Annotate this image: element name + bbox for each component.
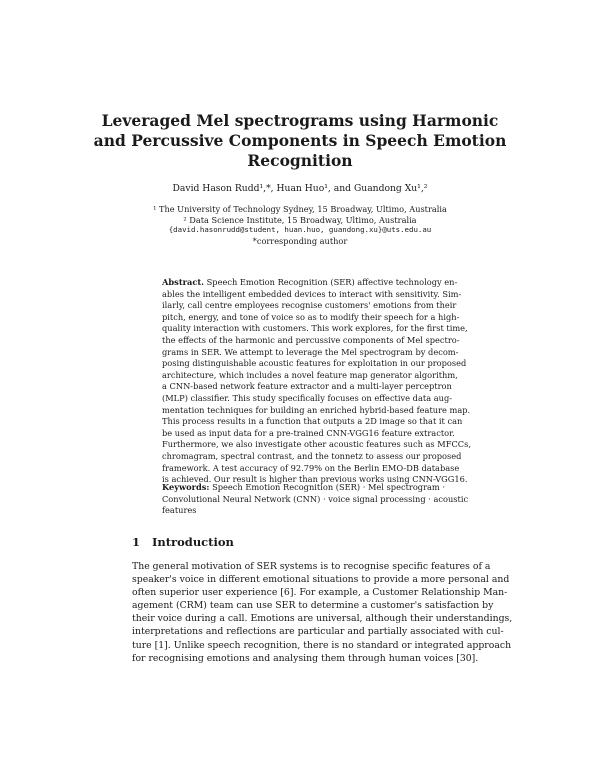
abstract-line: mentation techniques for building an enriched hybrid-based feature map. [162, 404, 471, 415]
author-emails: {david.hasonrudd@student, huan.huo, guandong.xu}@uts.edu.au [168, 225, 432, 234]
abstract-line: be used as input data for a pre-trained CNN-VGG16 feature extractor. [162, 427, 455, 438]
affiliation-line: ¹ The University of Technology Sydney, 15 Broadway, Ultimo, Australia [153, 204, 447, 214]
abstract-line: chromagram, spectral contrast, and the tonnetz to assess our proposed [162, 450, 462, 461]
abstract-line: ables the intelligent embedded devices to interact with sensitivity. Sim- [162, 288, 462, 299]
abstract-line: posing distinguishable acoustic features for exploitation in our proposed [162, 358, 467, 369]
abstract-line: This process results in a function that outputs a 2D image so that it can [162, 416, 463, 427]
corresponding-note: *corresponding author [252, 235, 348, 246]
affiliation-line: ² Data Science Institute, 15 Broadway, Ultimo, Australia [183, 214, 417, 225]
body-line: The general motivation of SER systems is to recognise specific features of a [132, 561, 491, 572]
title-line: and Percussive Components in Speech Emotion [93, 131, 507, 150]
author-list: David Hason Rudd¹,*, Huan Huo¹, and Guandong Xu¹,² [172, 183, 428, 194]
abstract-line: Furthermore, we also investigate other acoustic features such as MFCCs, [162, 439, 471, 450]
keywords-line: Convolutional Neural Network (CNN) · voice signal processing · acoustic [162, 493, 469, 504]
body-line: their voice during a call. Emotions are universal, although their understandings, [132, 613, 513, 625]
abstract-line: (MLP) classifier. This study specifically focuses on effective data aug- [162, 392, 453, 403]
abstract-line: a CNN-based network feature extractor and a multi-layer perceptron [162, 381, 452, 392]
abstract-line: grams in SER. We attempt to leverage the Mel spectrogram by decom- [162, 346, 459, 357]
body-line: ture [1]. Unlike speech recognition, there is no standard or integrated approach [132, 639, 512, 651]
abstract-line: the effects of the harmonic and percussive components of Mel spectro- [162, 334, 460, 345]
body-paragraph [132, 560, 513, 665]
body-line: for recognising emotions and analysing them through human voices [30]. [132, 652, 479, 664]
title-line: Leveraged Mel spectrograms using Harmonic [101, 111, 499, 130]
section-heading [132, 535, 234, 549]
abstract-line: ilarly, call centre employees recognise customers' emotions from their [162, 300, 457, 311]
abstract-line: is achieved. Our result is higher than previous works using CNN-VGG16. [162, 474, 468, 485]
keywords-line: features [162, 505, 197, 516]
abstract-label: Abstract. [162, 277, 205, 287]
body-line: often superior user experience [6]. For example, a Customer Relationship Man- [132, 587, 508, 599]
keywords-line: Keywords: Speech Emotion Recognition (SER) · Mel spectrogram · [162, 482, 446, 492]
keywords-label: Keywords: [162, 482, 210, 492]
abstract-line: quality interaction with customers. This work explores, for the first time, [162, 323, 468, 334]
body-line: speaker's voice in different emotional situations to provide a more personal and [132, 574, 510, 586]
body-line: interpretations and reflections are particular and partially associated with cul- [132, 626, 504, 638]
section-title: Introduction [152, 535, 234, 549]
section-number: 1 [132, 535, 141, 549]
body-line: agement (CRM) team can use SER to determine a customer's satisfaction by [132, 600, 494, 612]
paper-title [0, 111, 600, 171]
title-line: Recognition [247, 151, 353, 170]
keywords [162, 482, 469, 517]
abstract-line: Abstract. Speech Emotion Recognition (SER) affective technology en- [162, 277, 458, 287]
abstract-line: pitch, energy, and tone of voice so as to modify their speech for a high- [162, 311, 460, 322]
abstract-line: architecture, which includes a novel feature map generator algorithm, [162, 369, 458, 380]
affiliations [0, 204, 600, 246]
abstract-line: framework. A test accuracy of 92.79% on the Berlin EMO-DB database [162, 462, 460, 473]
abstract [162, 277, 471, 486]
